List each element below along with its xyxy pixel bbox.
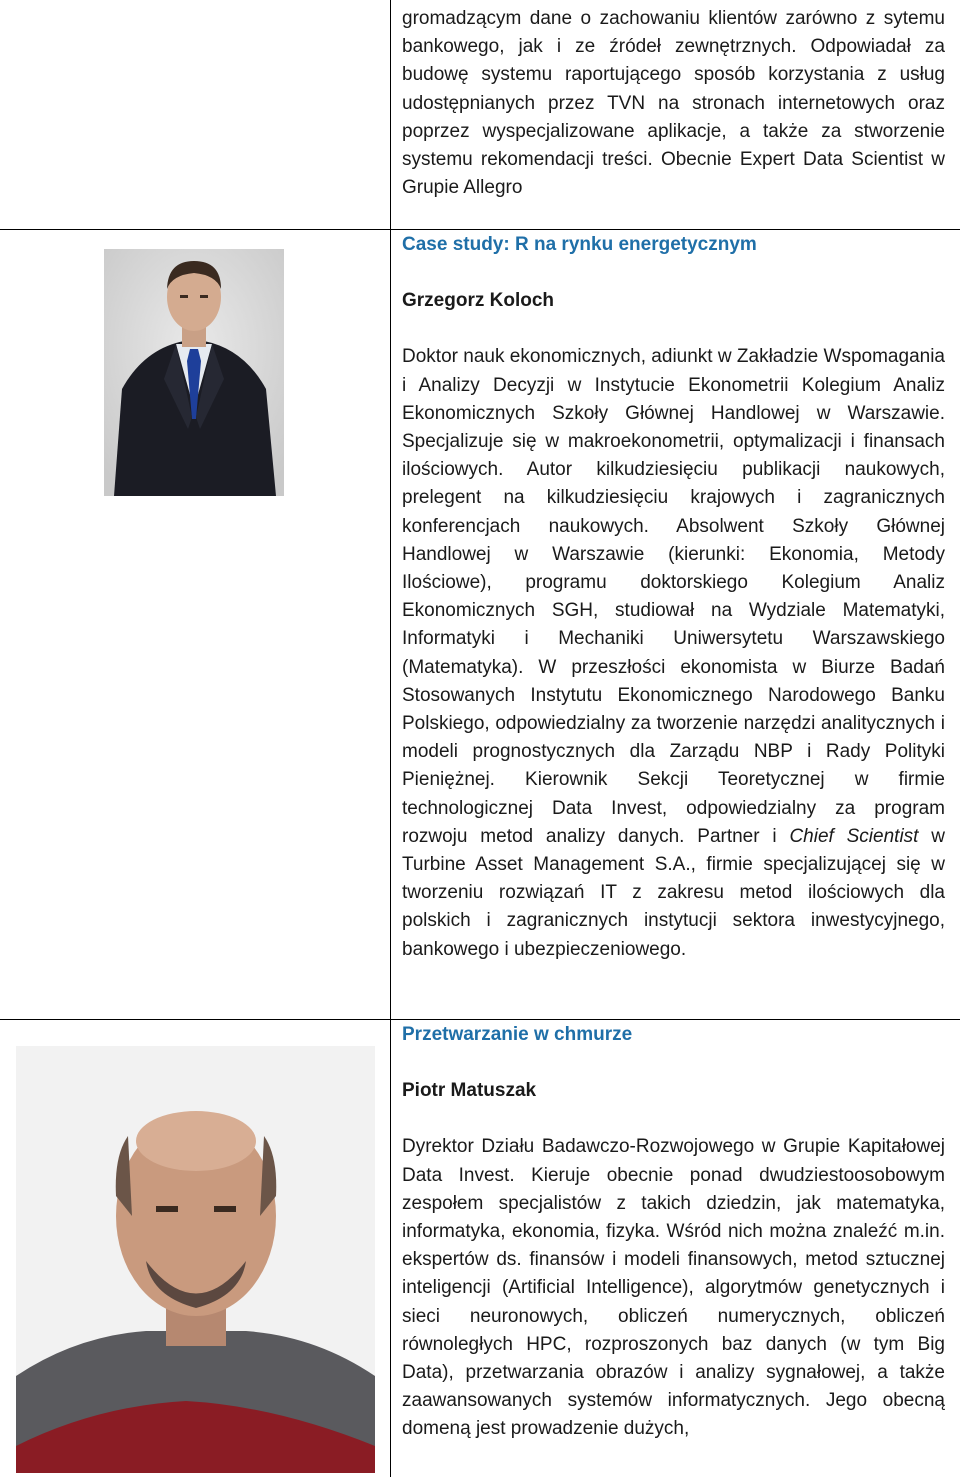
portrait-piotr-matuszak — [16, 1046, 375, 1473]
bio-text-part2: w Turbine Asset Management S.A., firmie specjalizującej się w tworzeniu rozwiązań IT z zakresu metod ilościowych dla polskich i zagranicznych instytucji sektora inwestycyjnego, bankowego i ubezpieczeniowego. — [402, 825, 945, 960]
intro-text — [402, 5, 945, 202]
section-title: Przetwarzanie w chmurze — [402, 1024, 633, 1045]
row-divider-1 — [0, 229, 960, 230]
row-divider-2 — [0, 1019, 960, 1020]
section-title: Case study: R na rynku energetycznym — [402, 234, 757, 255]
bio-text-part1: Doktor nauk ekonomicznych, adiunkt w Zakładzie Wspomagania i Analizy Decyzji w Instytucie Ekonometrii Kolegium Analiz Ekonomicznych Szkoły Głównej Handlowej w Warszawie. Specjalizuje się w makroekonometrii, optymalizacji i finansach ilościowych. Autor kilkudziesięciu publikacji naukowych, prelegent na kilkudziesięciu krajowych i zagranicznych konferencjach naukowych. Absolwent Szkoły Głównej Handlowej w Warszawie (kierunki: Ekonomia, Metody Ilościowe), programu doktorskiego Kolegium Analiz Ekonomicznych SGH, studiował na Wydziale Matematyki, Informatyki i Mechaniki Uniwersytetu Warszawskiego (Matematyka). W przeszłości ekonomista w Biurze Badań Stosowanych Instytutu Ekonomicznego Narodowego Banku Polskiego, odpowiedzialny za tworzenie narzędzi analitycznych i modeli prognostycznych dla Zarządu NBP i Rady Polityki Pieniężnej. Kierownik Sekcji Teoretycznej w firmie technologicznej Data Invest, odpowiedzialny za program rozwoju metod analizy danych. Partner i — [402, 346, 945, 847]
portrait-grzegorz-koloch — [104, 249, 284, 496]
speaker-bio — [402, 343, 945, 963]
intro-paragraph: gromadzącym dane o zachowaniu klientów zarówno z sytemu bankowego, jak i ze źródeł zewnętrznych. Odpowiadał za budowę systemu raportującego sposób korzystania z usług udostępnianych przez TVN na stronach internetowych oraz poprzez wyspecjalizowane aplikacje, a także za stworzenie systemu rekomendacji treści. Obecnie Expert Data Scientist w Grupie Allegro — [402, 8, 945, 199]
speaker-bio: Dyrektor Działu Badawczo-Rozwojowego w Grupie Kapitałowej Data Invest. Kieruje obecnie ponad dwudziestoosobowym zespołem specjalistów z takich dziedzin, jak matematyka, informatyka, ekonomia, fizyka. Wśród nich można znaleźć m.in. ekspertów ds. finansów i modeli finansowych, metod sztucznej inteligencji (Artificial Intelligence), algorytmów genetycznych i sieci neuronowych, obliczeń numerycznych, obliczeń równoległych HPC, rozproszonych baz danych (w tym Big Data), przetwarzania obrazów i analizy sygnałowej, a także zaawansowanych systemów informatycznych. Jego obecną domeną jest prowadzenie dużych, — [402, 1136, 945, 1440]
bio-text-italic: Chief Scientist — [789, 825, 919, 847]
section-case-study — [402, 231, 945, 964]
speaker-name: Piotr Matuszak — [402, 1080, 537, 1102]
section-cloud — [402, 1021, 945, 1444]
column-divider — [390, 0, 391, 1477]
speaker-name: Grzegorz Koloch — [402, 290, 555, 312]
